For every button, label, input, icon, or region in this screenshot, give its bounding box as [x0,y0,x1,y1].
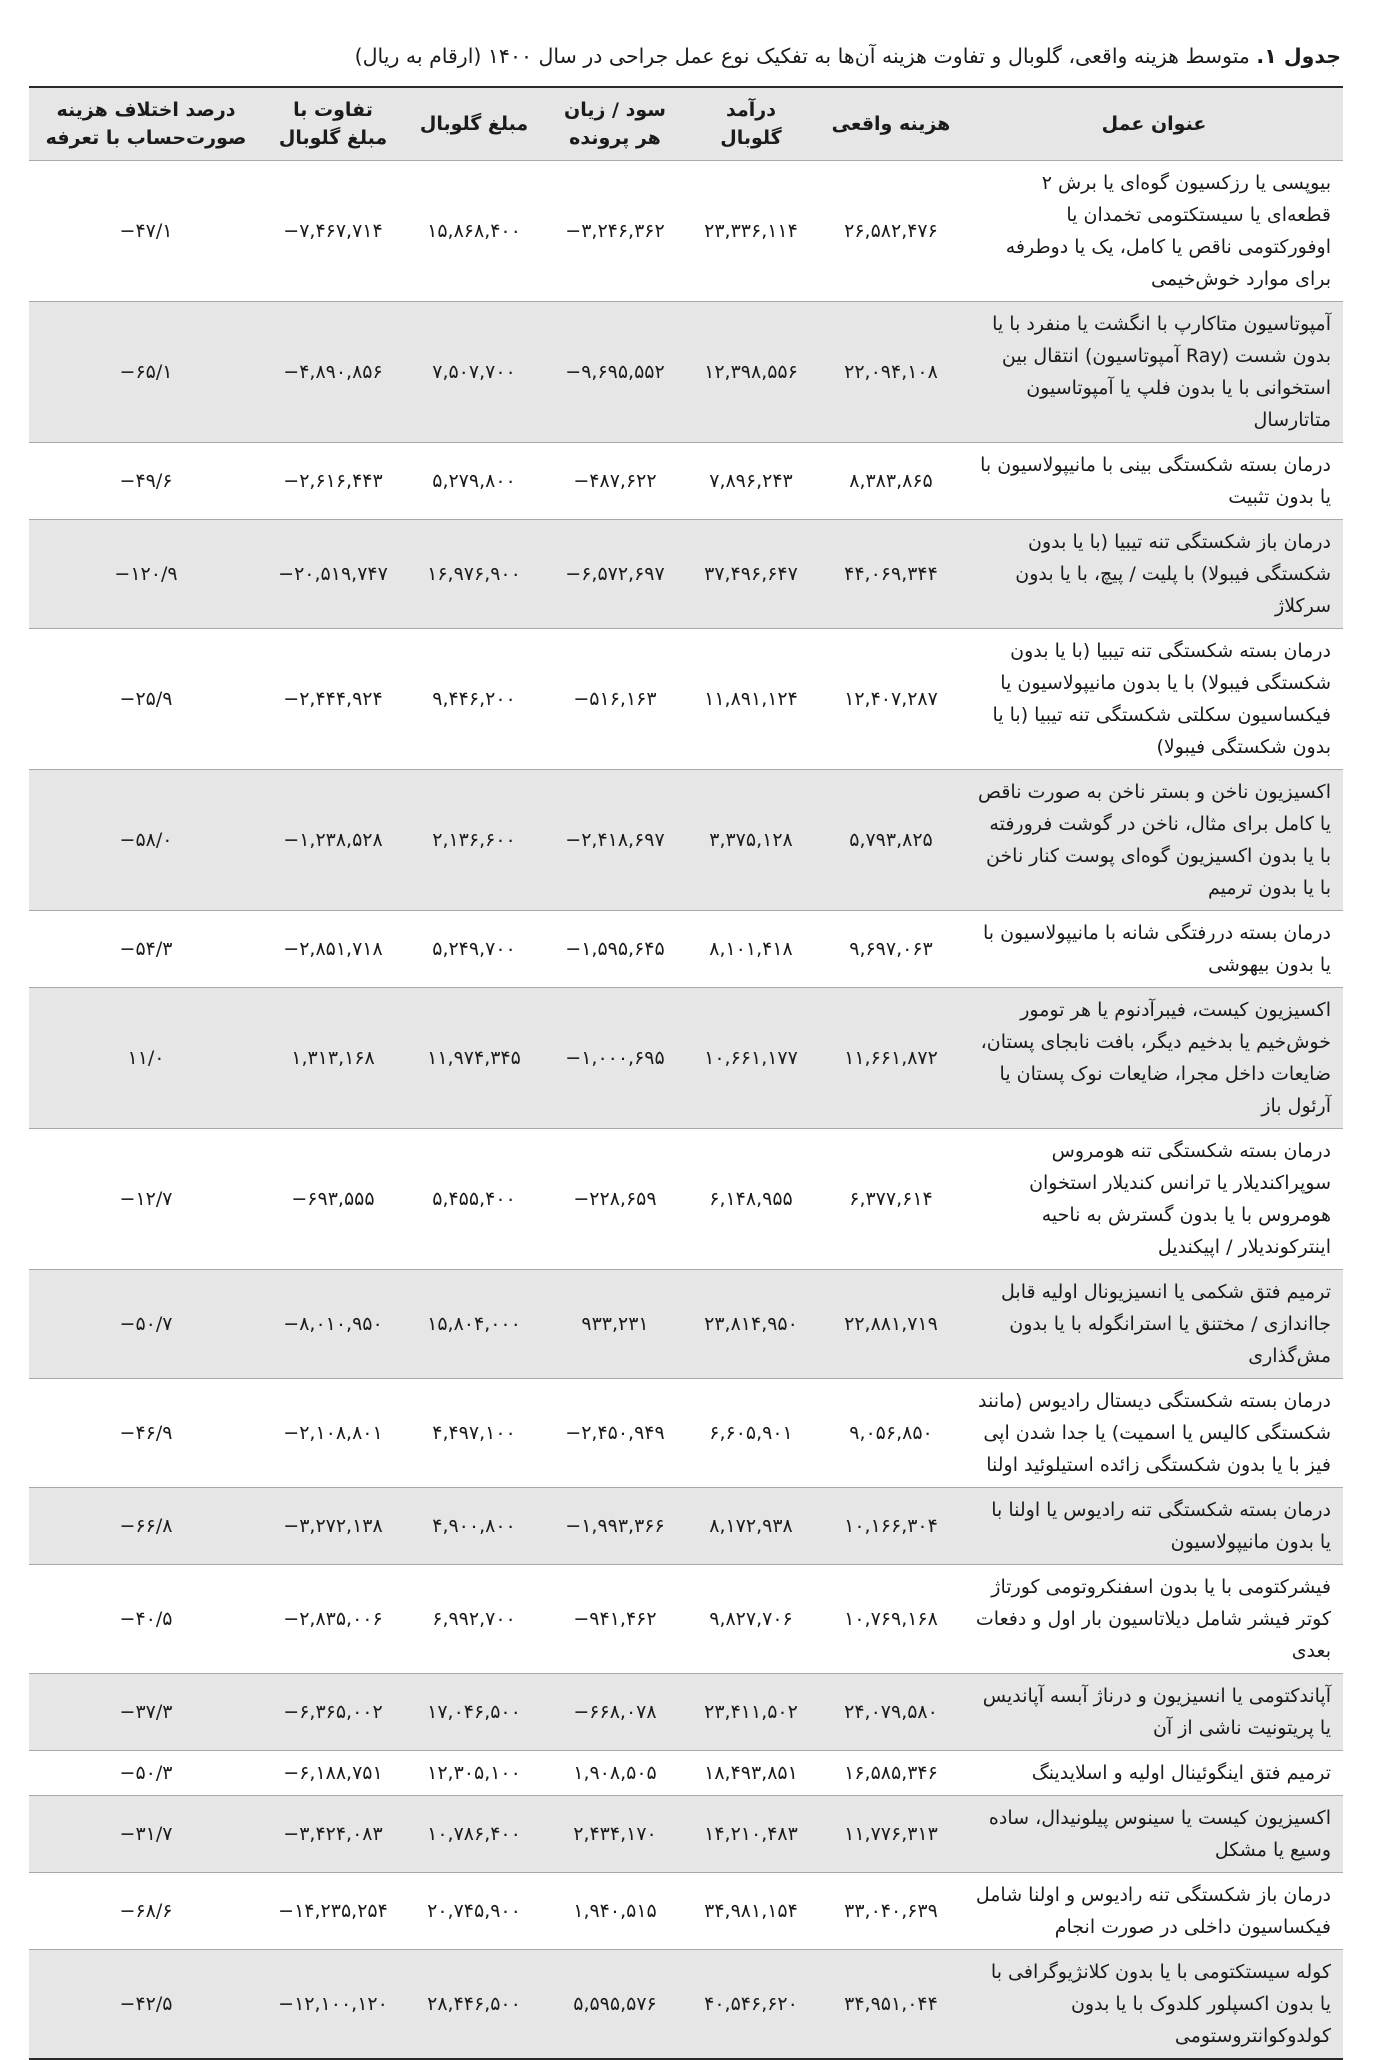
global-amount-cell: ۱۵,۸۶۸,۴۰۰ [403,161,545,302]
global-amount-cell: ۵,۴۵۵,۴۰۰ [403,1129,545,1270]
table-row [29,161,1343,302]
percent-diff-cell: −۵۸/۰ [29,770,263,911]
procedure-cell: درمان بسته شکستگی تنه تیبیا (با یا بدون شکستگی فیبولا) با یا بدون مانیپولاسیون یا فیکساسیون سکلتی شکستگی تنه تیبیا (با یا بدون شکستگی فیبولا) [965,629,1343,770]
header-row [29,87,1343,161]
diff-global-cell: −۲,۴۴۴,۹۲۴ [263,629,403,770]
profit-loss-cell: −۱,۰۰۰,۶۹۵ [545,988,685,1129]
percent-diff-cell: −۶۵/۱ [29,302,263,443]
table-caption [21,42,1341,70]
table-row [29,1873,1343,1950]
diff-global-cell: −۳,۲۷۲,۱۳۸ [263,1488,403,1565]
diff-global-cell: −۱۲,۱۰۰,۱۲۰ [263,1950,403,2060]
procedure-cell: فیشرکتومی با یا بدون اسفنکروتومی کورتاژ کوتر فیشر شامل دیلاتاسیون بار اول و دفعات بعدی [965,1565,1343,1674]
procedure-cell: درمان باز شکستگی تنه تیبیا (با یا بدون شکستگی فیبولا) با پلیت / پیچ، با یا بدون سرکلاژ [965,520,1343,629]
procedure-cell: درمان بسته شکستگی تنه رادیوس یا اولنا با یا بدون مانیپولاسیون [965,1488,1343,1565]
caption-text: متوسط هزینه واقعی، گلوبال و تفاوت هزینه آن‌ها به تفکیک نوع عمل جراحی در سال ۱۴۰۰ (ارقام به ریال) [354,44,1257,68]
actual-cost-cell: ۳۳,۰۴۰,۶۳۹ [817,1873,965,1950]
header-actual-cost: هزینه واقعی [817,87,965,161]
actual-cost-cell: ۲۴,۰۷۹,۵۸۰ [817,1674,965,1751]
global-amount-cell: ۱۵,۸۰۴,۰۰۰ [403,1270,545,1379]
global-income-cell: ۱۴,۲۱۰,۴۸۳ [685,1796,817,1873]
actual-cost-cell: ۱۲,۴۰۷,۲۸۷ [817,629,965,770]
global-amount-cell: ۵,۲۷۹,۸۰۰ [403,443,545,520]
actual-cost-cell: ۱۰,۷۶۹,۱۶۸ [817,1565,965,1674]
actual-cost-cell: ۲۲,۰۹۴,۱۰۸ [817,302,965,443]
table-row [29,1488,1343,1565]
percent-diff-cell: −۱۲۰/۹ [29,520,263,629]
profit-loss-cell: −۲,۴۱۸,۶۹۷ [545,770,685,911]
global-amount-cell: ۹,۴۴۶,۲۰۰ [403,629,545,770]
actual-cost-cell: ۴۴,۰۶۹,۳۴۴ [817,520,965,629]
procedure-cell: درمان بسته شکستگی دیستال رادیوس (مانند شکستگی کالیس یا اسمیت) یا جدا شدن اپی فیز با یا بدون شکستگی زائده استیلوئید اولنا [965,1379,1343,1488]
table-row [29,770,1343,911]
profit-loss-cell: −۹,۶۹۵,۵۵۲ [545,302,685,443]
profit-loss-cell: −۳,۲۴۶,۳۶۲ [545,161,685,302]
profit-loss-cell: ۱,۹۰۸,۵۰۵ [545,1751,685,1796]
global-amount-cell: ۱۷,۰۴۶,۵۰۰ [403,1674,545,1751]
profit-loss-cell: −۶۶۸,۰۷۸ [545,1674,685,1751]
percent-diff-cell: −۶۸/۶ [29,1873,263,1950]
procedure-cell: ترمیم فتق اینگوئینال اولیه و اسلایدینگ [965,1751,1343,1796]
procedure-cell: درمان بسته شکستگی بینی با مانیپولاسیون با یا بدون تثبیت [965,443,1343,520]
global-income-cell: ۳,۳۷۵,۱۲۸ [685,770,817,911]
actual-cost-cell: ۱۱,۶۶۱,۸۷۲ [817,988,965,1129]
profit-loss-cell: −۱,۹۹۳,۳۶۶ [545,1488,685,1565]
procedure-cell: ترمیم فتق شکمی یا انسیزیونال اولیه قابل جااندازی / مختنق یا استرانگوله با یا بدون مش‌گذاری [965,1270,1343,1379]
procedure-cell: درمان بسته شکستگی تنه هومروس سوپراکندیلار یا ترانس کندیلار استخوان هومروس با یا بدون گسترش به ناحیه اینترکوندیلار / اپیکندیل [965,1129,1343,1270]
procedure-cell: آمپوتاسیون متاکارپ با انگشت یا منفرد با یا بدون شست (Ray آمپوتاسیون) انتقال بین استخوانی با یا بدون فلپ یا آمپوتاسیون متاتارسال [965,302,1343,443]
table-row [29,443,1343,520]
diff-global-cell: −۸,۰۱۰,۹۵۰ [263,1270,403,1379]
global-income-cell: ۸,۱۰۱,۴۱۸ [685,911,817,988]
diff-global-cell: −۳,۴۲۴,۰۸۳ [263,1796,403,1873]
header-global-amount: مبلغ گلوبال [403,87,545,161]
diff-global-cell: −۷,۴۶۷,۷۱۴ [263,161,403,302]
diff-global-cell: −۶,۱۸۸,۷۵۱ [263,1751,403,1796]
table-row [29,988,1343,1129]
percent-diff-cell: −۴۹/۶ [29,443,263,520]
global-income-cell: ۶,۶۰۵,۹۰۱ [685,1379,817,1488]
percent-diff-cell: −۴۷/۱ [29,161,263,302]
procedure-cell: بیوپسی یا رزکسیون گوه‌ای یا برش ۲ قطعه‌ای یا سیستکتومی تخمدان یا اوفورکتومی ناقص یا کامل، یک یا دوطرفه برای موارد خوش‌خیمی [965,161,1343,302]
table-row [29,1674,1343,1751]
actual-cost-cell: ۹,۶۹۷,۰۶۳ [817,911,965,988]
global-income-cell: ۸,۱۷۲,۹۳۸ [685,1488,817,1565]
profit-loss-cell: −۹۴۱,۴۶۲ [545,1565,685,1674]
percent-diff-cell: ۱۱/۰ [29,988,263,1129]
global-income-cell: ۱۸,۴۹۳,۸۵۱ [685,1751,817,1796]
global-amount-cell: ۵,۲۴۹,۷۰۰ [403,911,545,988]
procedure-cell: اکسیزیون ناخن و بستر ناخن به صورت ناقص یا کامل برای مثال، ناخن در گوشت فرورفته با یا بدون اکسیزیون گوه‌ای پوست کنار ناخن با یا بدون ترمیم [965,770,1343,911]
profit-loss-cell: −۲۲۸,۶۵۹ [545,1129,685,1270]
global-amount-cell: ۱۶,۹۷۶,۹۰۰ [403,520,545,629]
diff-global-cell: −۴,۸۹۰,۸۵۶ [263,302,403,443]
diff-global-cell: ۱,۳۱۳,۱۶۸ [263,988,403,1129]
diff-global-cell: −۲۰,۵۱۹,۷۴۷ [263,520,403,629]
global-income-cell: ۷,۸۹۶,۲۴۳ [685,443,817,520]
percent-diff-cell: −۶۶/۸ [29,1488,263,1565]
global-amount-cell: ۲۰,۷۴۵,۹۰۰ [403,1873,545,1950]
profit-loss-cell: ۵,۵۹۵,۵۷۶ [545,1950,685,2060]
caption-lead: جدول ۱. [1256,44,1341,68]
table-row [29,1379,1343,1488]
percent-diff-cell: −۴۰/۵ [29,1565,263,1674]
profit-loss-cell: ۱,۹۴۰,۵۱۵ [545,1873,685,1950]
table-body [29,161,1343,2060]
global-amount-cell: ۱۲,۳۰۵,۱۰۰ [403,1751,545,1796]
cost-table [29,86,1343,2060]
table-row [29,1751,1343,1796]
procedure-cell: درمان باز شکستگی تنه رادیوس و اولنا شامل فیکساسیون داخلی در صورت انجام [965,1873,1343,1950]
percent-diff-cell: −۳۷/۳ [29,1674,263,1751]
profit-loss-cell: −۴۸۷,۶۲۲ [545,443,685,520]
percent-diff-cell: −۳۱/۷ [29,1796,263,1873]
procedure-cell: اکسیزیون کیست یا سینوس پیلونیدال، ساده وسیع یا مشکل [965,1796,1343,1873]
global-amount-cell: ۱۱,۹۷۴,۳۴۵ [403,988,545,1129]
actual-cost-cell: ۱۱,۷۷۶,۳۱۳ [817,1796,965,1873]
header-procedure: عنوان عمل [965,87,1343,161]
diff-global-cell: −۱,۲۳۸,۵۲۸ [263,770,403,911]
procedure-cell: کوله سیستکتومی با یا بدون کلانژیوگرافی با یا بدون اکسپلور کلدوک با یا بدون کولدوکوانتروستومی [965,1950,1343,2060]
table-row [29,302,1343,443]
actual-cost-cell: ۶,۳۷۷,۶۱۴ [817,1129,965,1270]
diff-global-cell: −۶۹۳,۵۵۵ [263,1129,403,1270]
procedure-cell: اکسیزیون کیست، فیبرآدنوم یا هر تومور خوش‌خیم یا بدخیم دیگر، بافت نابجای پستان، ضایعات داخل مجرا، ضایعات نوک پستان یا آرئول باز [965,988,1343,1129]
global-income-cell: ۱۲,۳۹۸,۵۵۶ [685,302,817,443]
actual-cost-cell: ۳۴,۹۵۱,۰۴۴ [817,1950,965,2060]
global-amount-cell: ۴,۴۹۷,۱۰۰ [403,1379,545,1488]
diff-global-cell: −۶,۳۶۵,۰۰۲ [263,1674,403,1751]
global-income-cell: ۳۴,۹۸۱,۱۵۴ [685,1873,817,1950]
actual-cost-cell: ۱۶,۵۸۵,۳۴۶ [817,1751,965,1796]
table-row [29,1565,1343,1674]
global-income-cell: ۲۳,۴۱۱,۵۰۲ [685,1674,817,1751]
global-income-cell: ۱۰,۶۶۱,۱۷۷ [685,988,817,1129]
global-income-cell: ۳۷,۴۹۶,۶۴۷ [685,520,817,629]
table-row [29,1796,1343,1873]
percent-diff-cell: −۵۴/۳ [29,911,263,988]
table-row [29,1950,1343,2060]
percent-diff-cell: −۴۶/۹ [29,1379,263,1488]
diff-global-cell: −۲,۱۰۸,۸۰۱ [263,1379,403,1488]
percent-diff-cell: −۵۰/۷ [29,1270,263,1379]
header-profit-loss: سود / زیان هر پرونده [545,87,685,161]
profit-loss-cell: −۱,۵۹۵,۶۴۵ [545,911,685,988]
global-income-cell: ۹,۸۲۷,۷۰۶ [685,1565,817,1674]
global-income-cell: ۶,۱۴۸,۹۵۵ [685,1129,817,1270]
profit-loss-cell: −۶,۵۷۲,۶۹۷ [545,520,685,629]
global-income-cell: ۲۳,۸۱۴,۹۵۰ [685,1270,817,1379]
actual-cost-cell: ۸,۳۸۳,۸۶۵ [817,443,965,520]
global-amount-cell: ۱۰,۷۸۶,۴۰۰ [403,1796,545,1873]
profit-loss-cell: ۹۳۳,۲۳۱ [545,1270,685,1379]
actual-cost-cell: ۵,۷۹۳,۸۲۵ [817,770,965,911]
profit-loss-cell: −۵۱۶,۱۶۳ [545,629,685,770]
global-amount-cell: ۶,۹۹۲,۷۰۰ [403,1565,545,1674]
table-row [29,1270,1343,1379]
percent-diff-cell: −۴۲/۵ [29,1950,263,2060]
global-amount-cell: ۷,۵۰۷,۷۰۰ [403,302,545,443]
header-global-income: درآمد گلوبال [685,87,817,161]
global-amount-cell: ۴,۹۰۰,۸۰۰ [403,1488,545,1565]
percent-diff-cell: −۵۰/۳ [29,1751,263,1796]
table-row [29,629,1343,770]
actual-cost-cell: ۹,۰۵۶,۸۵۰ [817,1379,965,1488]
percent-diff-cell: −۱۲/۷ [29,1129,263,1270]
table-row [29,520,1343,629]
table-row [29,1129,1343,1270]
global-income-cell: ۴۰,۵۴۶,۶۲۰ [685,1950,817,2060]
percent-diff-cell: −۲۵/۹ [29,629,263,770]
profit-loss-cell: −۲,۴۵۰,۹۴۹ [545,1379,685,1488]
header-percent-diff: درصد اختلاف هزینه صورت‌حساب با تعرفه [29,87,263,161]
procedure-cell: آپاندکتومی یا انسیزیون و درناژ آبسه آپاندیس یا پریتونیت ناشی از آن [965,1674,1343,1751]
actual-cost-cell: ۲۶,۵۸۲,۴۷۶ [817,161,965,302]
profit-loss-cell: ۲,۴۳۴,۱۷۰ [545,1796,685,1873]
diff-global-cell: −۱۴,۲۳۵,۲۵۴ [263,1873,403,1950]
diff-global-cell: −۲,۸۵۱,۷۱۸ [263,911,403,988]
procedure-cell: درمان بسته دررفتگی شانه با مانیپولاسیون با یا بدون بیهوشی [965,911,1343,988]
diff-global-cell: −۲,۸۳۵,۰۰۶ [263,1565,403,1674]
diff-global-cell: −۲,۶۱۶,۴۴۳ [263,443,403,520]
global-income-cell: ۱۱,۸۹۱,۱۲۴ [685,629,817,770]
global-amount-cell: ۲۸,۴۴۶,۵۰۰ [403,1950,545,2060]
actual-cost-cell: ۲۲,۸۸۱,۷۱۹ [817,1270,965,1379]
table-row [29,911,1343,988]
global-amount-cell: ۲,۱۳۶,۶۰۰ [403,770,545,911]
actual-cost-cell: ۱۰,۱۶۶,۳۰۴ [817,1488,965,1565]
global-income-cell: ۲۳,۳۳۶,۱۱۴ [685,161,817,302]
header-diff-global: تفاوت با مبلغ گلوبال [263,87,403,161]
